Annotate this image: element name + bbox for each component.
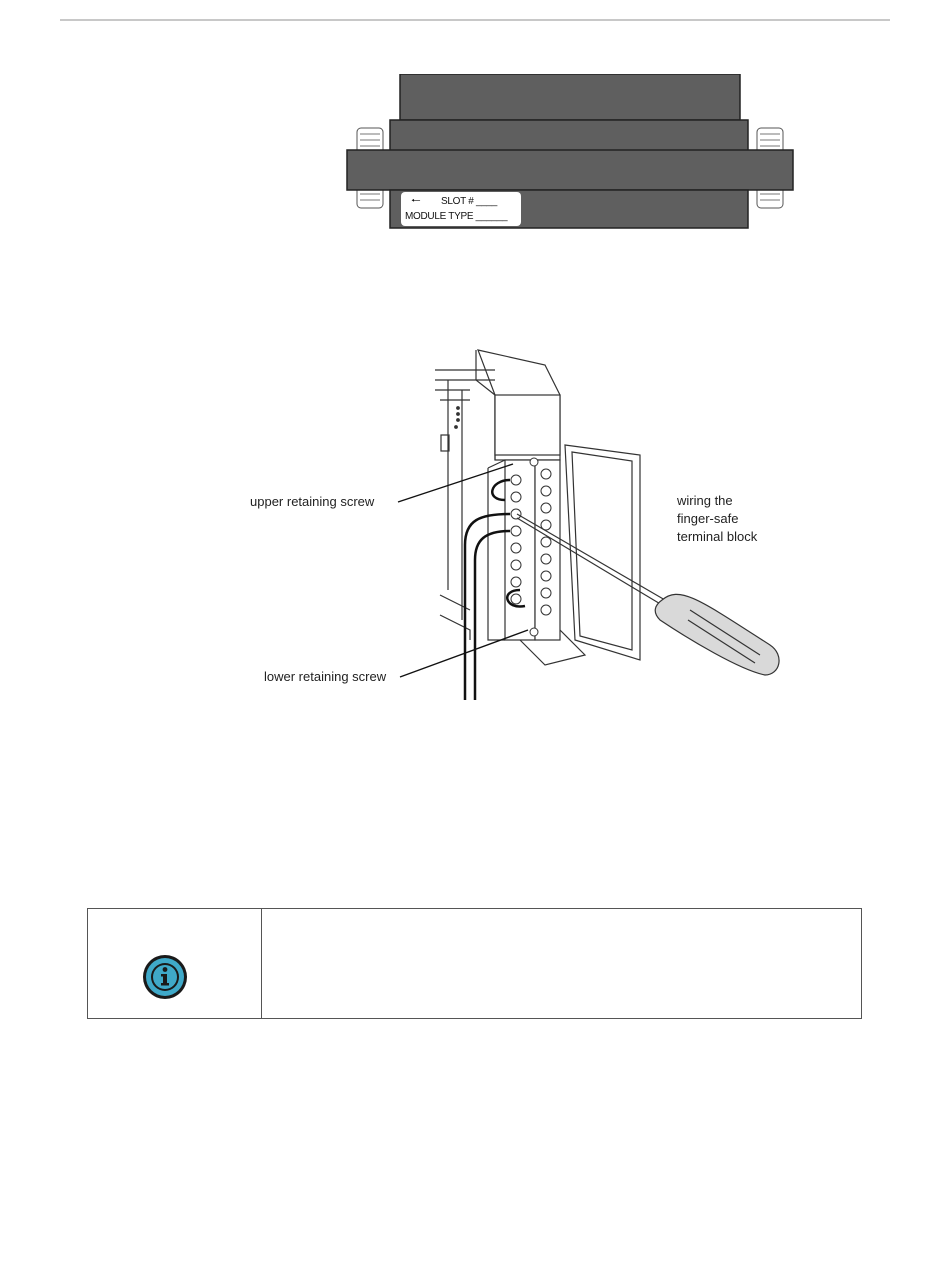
info-note-box bbox=[87, 908, 862, 1019]
arrow-left-icon: 🠐 bbox=[411, 195, 421, 207]
lower-retaining-screw-callout: lower retaining screw bbox=[264, 669, 387, 684]
slot-number-text: SLOT # ____ bbox=[441, 196, 498, 207]
info-note-text bbox=[262, 909, 861, 1018]
info-icon-cell bbox=[88, 909, 262, 1018]
wiring-callout-line-2: finger-safe bbox=[677, 511, 739, 526]
upper-retaining-screw-callout: upper retaining screw bbox=[250, 494, 375, 509]
module-type-text: MODULE TYPE ______ bbox=[405, 211, 508, 222]
wiring-callout-line-1: wiring the bbox=[677, 493, 733, 508]
info-icon bbox=[141, 953, 189, 1001]
wiring-terminal-block-callout bbox=[677, 492, 787, 546]
wiring-callout-line-3: terminal block bbox=[677, 529, 758, 544]
